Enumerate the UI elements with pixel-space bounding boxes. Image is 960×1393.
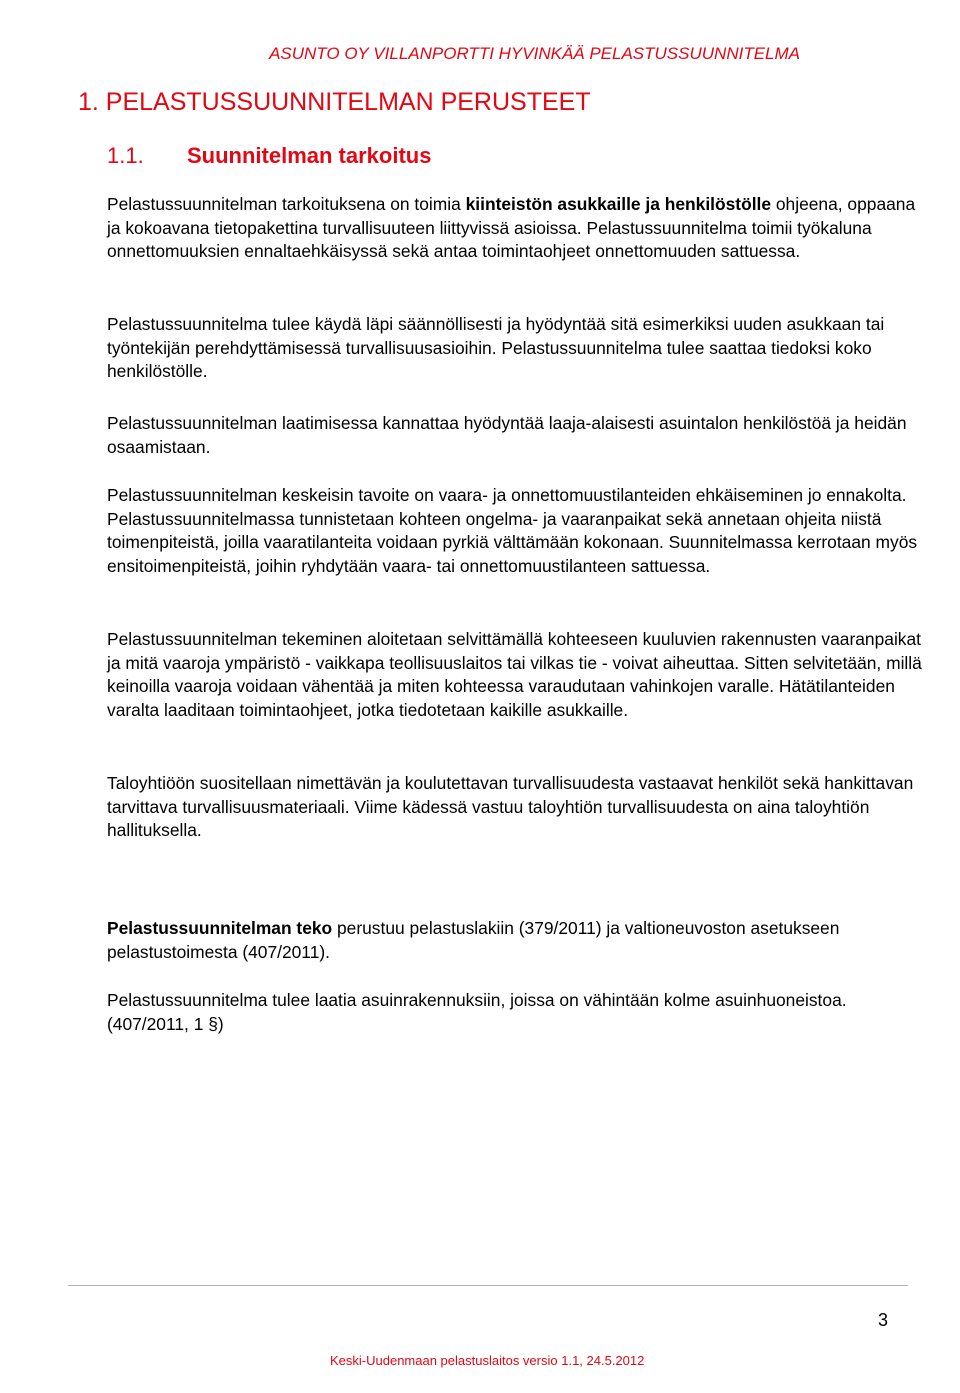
paragraph-legal-basis-bold: Pelastussuunnitelman teko — [107, 918, 333, 938]
paragraph-legal-basis — [107, 917, 927, 964]
subsection-heading — [107, 143, 431, 169]
paragraph-purpose — [107, 193, 927, 264]
paragraph-purpose-bold: kiinteistön asukkaille ja henkilöstölle — [465, 194, 772, 214]
footer-divider — [68, 1285, 908, 1286]
running-header: ASUNTO OY VILLANPORTTI HYVINKÄÄ PELASTUSSUUNNITELMA — [269, 44, 800, 63]
paragraph-legal-basis-rest: perustuu pelastuslakiin (379/2011) ja valtioneuvoston asetukseen pelastustoimesta (407/2011). — [107, 918, 840, 962]
subsection-number: 1.1. — [107, 143, 144, 168]
paragraph-requirement: Pelastussuunnitelma tulee laatia asuinrakennuksiin, joissa on vähintään kolme asuinhuoneistoa. (407/2011, 1 §) — [107, 990, 847, 1034]
paragraph-purpose-end: ohjeena, oppaana ja kokoavana tietopakettina turvallisuuteen liittyvissä asioissa. Pelastussuunnitelma toimii työkaluna onnettomuuksien ennaltaehkäisyssä sekä antaa toimintaohjeet onnettomuuden sattuessa. — [107, 194, 916, 261]
paragraph-goal: Pelastussuunnitelman keskeisin tavoite on vaara- ja onnettomuustilanteiden ehkäiseminen jo ennakolta. Pelastussuunnitelmassa tunnistetaan kohteen ongelma- ja vaaranpaikat sekä annetaan ohjeita niistä toimenpiteistä, joilla vaaratilanteita voidaan pyrkiä välttämään kokonaan. Suunnitelmassa kerrotaan myös ensitoimenpiteistä, joihin ryhdytään vaara- tai onnettomuustilanteen sattuessa. — [107, 485, 918, 576]
paragraph-process: Pelastussuunnitelman tekeminen aloitetaan selvittämällä kohteeseen kuuluvien rakennusten vaaranpaikat ja mitä vaaroja ympäristö - vaikkapa teollisuuslaitos tai vilkas tie - voivat aiheuttaa. Sitten selvitetään, millä keinoilla vaaroja voidaan vähentää ja miten kohteessa varaudutaan vahinkojen varalle. Hätätilanteiden varalta laaditaan toimintaohjeet, jotka tiedotetaan kaikille asukkaille. — [107, 629, 922, 720]
section-heading: 1. PELASTUSSUUNNITELMAN PERUSTEET — [78, 88, 591, 116]
paragraph-responsibility: Taloyhtiöön suositellaan nimettävän ja koulutettavan turvallisuudesta vastaavat henkilöt sekä hankittavan tarvittava turvallisuusmateriaali. Viime kädessä vastuu taloyhtiön turvallisuudesta on aina taloyhtiön hallituksella. — [107, 773, 914, 840]
paragraph-purpose-start: Pelastussuunnitelman tarkoituksena on toimia — [107, 194, 466, 214]
paragraph-review: Pelastussuunnitelma tulee käydä läpi säännöllisesti ja hyödyntää sitä esimerkiksi uuden asukkaan tai työntekijän perehdyttämisessä turvallisuusasioihin. Pelastussuunnitelma tulee saattaa tiedoksi koko henkilöstölle. — [107, 314, 885, 381]
subsection-title: Suunnitelman tarkoitus — [187, 143, 432, 168]
paragraph-staff: Pelastussuunnitelman laatimisessa kannattaa hyödyntää laaja-alaisesti asuintalon henkilöstöä ja heidän osaamistaan. — [107, 413, 907, 457]
footer-text: Keski-Uudenmaan pelastuslaitos versio 1.1, 24.5.2012 — [330, 1353, 645, 1368]
page-number: 3 — [877, 1310, 888, 1330]
